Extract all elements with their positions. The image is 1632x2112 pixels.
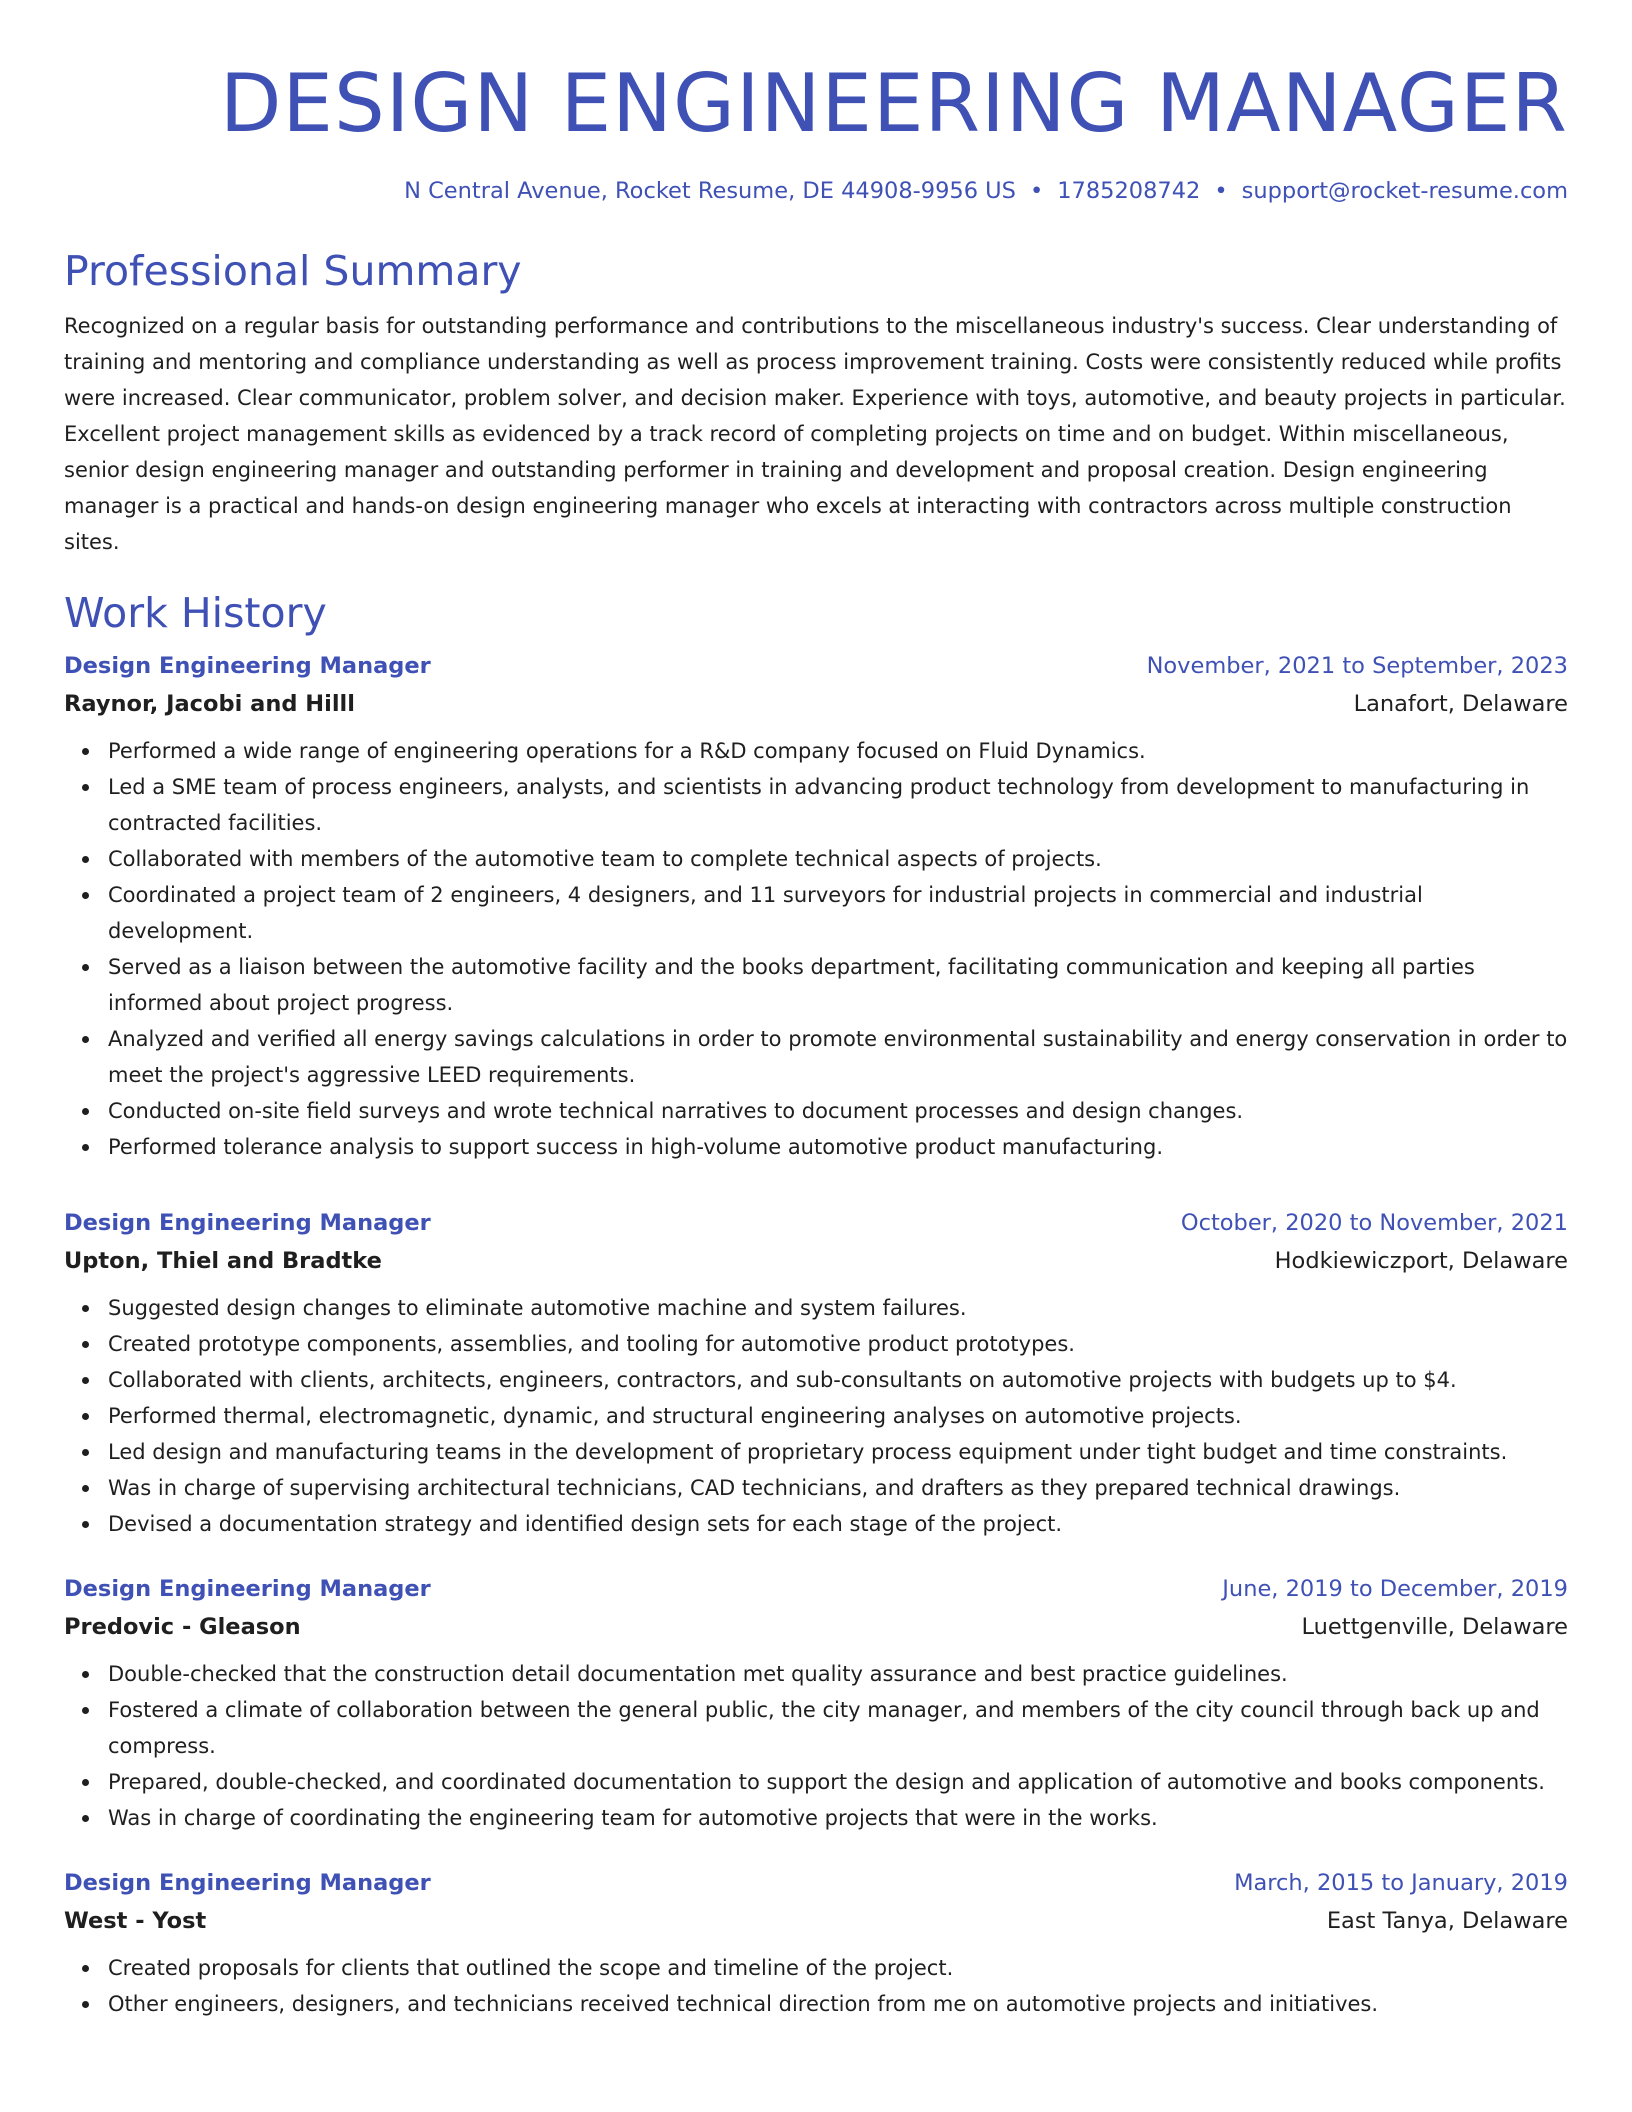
resume-title: DESIGN ENGINEERING MANAGER (219, 57, 1568, 150)
job-title: Design Engineering Manager (64, 1870, 431, 1896)
contact-line (64, 176, 1568, 206)
job-title: Design Engineering Manager (64, 1210, 431, 1236)
job-bullet: Performed thermal, electromagnetic, dynamic, and structural engineering analyses on automotive projects. (108, 1398, 1568, 1434)
job-company-row (64, 1607, 1568, 1647)
job-bullet: Prepared, double-checked, and coordinated documentation to support the design and application of automotive and books components. (108, 1764, 1568, 1800)
job-company: Upton, Thiel and Bradtke (64, 1248, 382, 1274)
job-bullet: Suggested design changes to eliminate automotive machine and system failures. (108, 1290, 1568, 1326)
job-bullet-list (64, 1950, 1568, 2022)
job-entry (64, 1571, 1568, 1836)
job-bullet: Conducted on-site field surveys and wrote technical narratives to document processes and design changes. (108, 1093, 1568, 1129)
job-title-row (64, 1205, 1568, 1241)
job-bullet: Was in charge of coordinating the engineering team for automotive projects that were in the works. (108, 1800, 1568, 1836)
job-company-row (64, 684, 1568, 724)
job-bullet: Collaborated with members of the automotive team to complete technical aspects of projects. (108, 841, 1568, 877)
contact-separator: • (1029, 178, 1044, 204)
contact-separator: • (1214, 178, 1228, 204)
job-entry (64, 1865, 1568, 2022)
job-dates: June, 2019 to December, 2019 (1222, 1576, 1568, 1602)
job-company: Predovic - Gleason (64, 1614, 301, 1640)
job-title: Design Engineering Manager (64, 653, 431, 679)
job-location: East Tanya, Delaware (1326, 1908, 1568, 1934)
job-company-row (64, 1901, 1568, 1941)
summary-text: Recognized on a regular basis for outstanding performance and contributions to the miscellaneous industry's success. Clear understanding of training and mentoring and compliance understanding as well as process improvement training. Costs were consistently reduced while profits were increased. Clear communicator, problem solver, and decision maker. Experience with toys, automotive, and beauty projects in particular. Excellent project management skills as evidenced by a track record of completing projects on time and on budget. Within miscellaneous, senior design engineering manager and outstanding performer in training and development and proposal creation. Design engineering manager is a practical and hands-on design engineering manager who excels at interacting with contractors across multiple construction sites. (64, 314, 1566, 554)
job-location: Hodkiewiczport, Delaware (1274, 1248, 1568, 1274)
job-title-row (64, 1865, 1568, 1901)
job-company-row (64, 1241, 1568, 1281)
job-title-row (64, 1571, 1568, 1607)
job-bullet: Served as a liaison between the automotive facility and the books department, facilitating communication and keeping all parties informed about project progress. (108, 949, 1568, 1021)
job-bullet: Analyzed and verified all energy savings calculations in order to promote environmental sustainability and energy conservation in order to meet the project's aggressive LEED requirements. (108, 1021, 1568, 1093)
job-bullet: Collaborated with clients, architects, engineers, contractors, and sub-consultants on automotive projects with budgets up to $4. (108, 1362, 1568, 1398)
job-entry (64, 648, 1568, 1165)
job-bullet: Coordinated a project team of 2 engineers, 4 designers, and 11 surveyors for industrial projects in commercial and industrial development. (108, 877, 1568, 949)
job-bullet-list (64, 1290, 1568, 1542)
job-dates: November, 2021 to September, 2023 (1146, 653, 1568, 679)
job-bullet: Led a SME team of process engineers, analysts, and scientists in advancing product technology from development to manufacturing in contracted facilities. (108, 769, 1568, 841)
job-location: Lanafort, Delaware (1353, 691, 1568, 717)
job-dates: October, 2020 to November, 2021 (1180, 1210, 1568, 1236)
job-bullet: Was in charge of supervising architectural technicians, CAD technicians, and drafters as they prepared technical drawings. (108, 1470, 1568, 1506)
job-title-row (64, 648, 1568, 684)
job-bullet: Double-checked that the construction detail documentation met quality assurance and best practice guidelines. (108, 1656, 1568, 1692)
job-bullet: Performed tolerance analysis to support success in high-volume automotive product manufacturing. (108, 1129, 1568, 1165)
job-dates: March, 2015 to January, 2019 (1234, 1870, 1568, 1896)
work-history-list (64, 648, 1568, 2022)
job-bullet-list (64, 733, 1568, 1165)
job-bullet: Fostered a climate of collaboration between the general public, the city manager, and members of the city council through back up and compress. (108, 1692, 1568, 1764)
job-bullet-list (64, 1656, 1568, 1836)
contact-email: support@rocket-resume.com (1241, 178, 1568, 204)
job-bullet: Devised a documentation strategy and identified design sets for each stage of the project. (108, 1506, 1568, 1542)
job-company: West - Yost (64, 1908, 207, 1934)
job-bullet: Led design and manufacturing teams in the development of proprietary process equipment under tight budget and time constraints. (108, 1434, 1568, 1470)
job-title: Design Engineering Manager (64, 1576, 431, 1602)
job-entry (64, 1205, 1568, 1542)
job-bullet: Performed a wide range of engineering operations for a R&D company focused on Fluid Dynamics. (108, 733, 1568, 769)
work-history-heading: Work History (64, 589, 327, 637)
summary-heading: Professional Summary (64, 247, 522, 295)
job-company: Raynor, Jacobi and Hilll (64, 691, 355, 717)
job-bullet: Created prototype components, assemblies, and tooling for automotive product prototypes. (108, 1326, 1568, 1362)
job-bullet: Created proposals for clients that outlined the scope and timeline of the project. (108, 1950, 1568, 1986)
contact-phone: 1785208742 (1057, 178, 1201, 204)
job-location: Luettgenville, Delaware (1301, 1614, 1568, 1640)
contact-address: N Central Avenue, Rocket Resume, DE 44908-9956 US (404, 178, 1016, 204)
job-bullet: Other engineers, designers, and technicians received technical direction from me on automotive projects and initiatives. (108, 1986, 1568, 2022)
